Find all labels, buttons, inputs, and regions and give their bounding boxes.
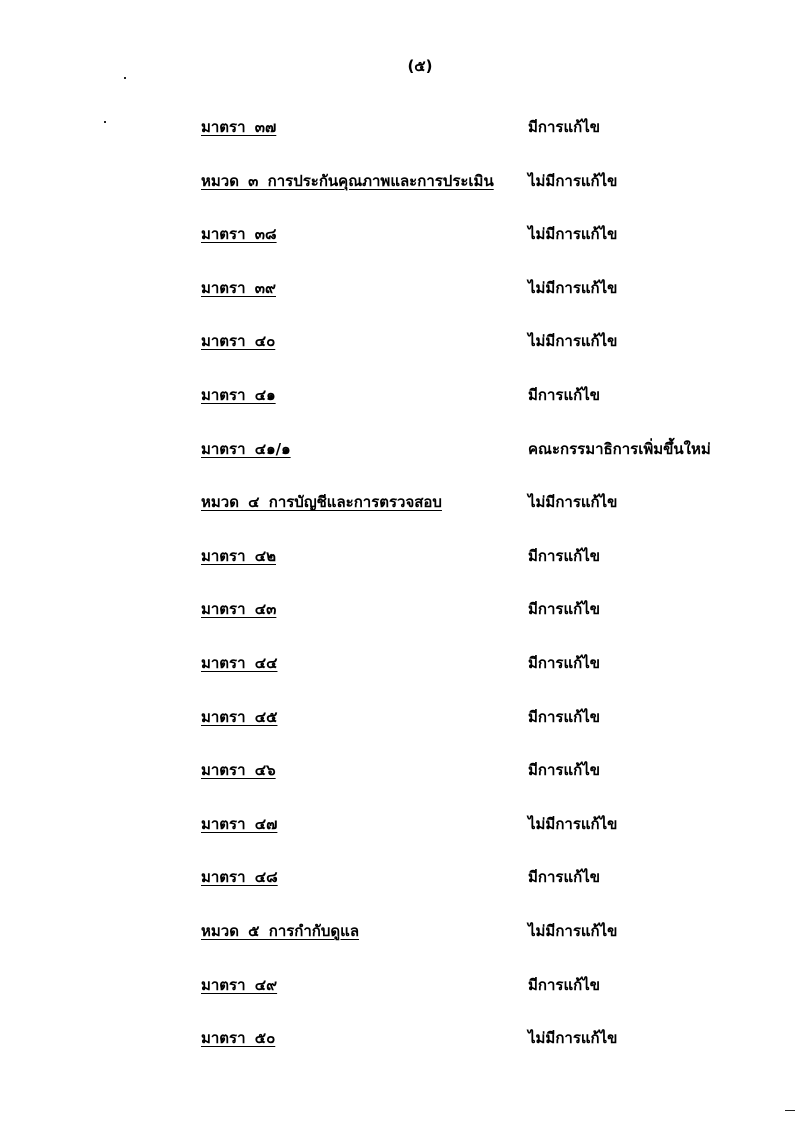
amendment-status: ไม่มีการแก้ไข	[528, 921, 618, 940]
amendment-status: มีการแก้ไข	[528, 600, 600, 619]
section-label: มาตรา ๔๔	[201, 653, 278, 672]
page-number: (๕)	[407, 57, 433, 75]
amendment-status: มีการแก้ไข	[528, 761, 600, 780]
amendment-status: มีการแก้ไข	[528, 653, 600, 672]
list-item	[0, 383, 800, 437]
scan-edge-mark	[785, 1110, 795, 1111]
list-item	[0, 758, 800, 812]
list-item	[0, 276, 800, 330]
section-label: มาตรา ๓๘	[201, 225, 277, 244]
list-item	[0, 222, 800, 276]
section-label: มาตรา ๔๕	[201, 707, 278, 726]
section-label: มาตรา ๔๗	[201, 814, 278, 833]
amendment-status: ไม่มีการแก้ไข	[528, 814, 618, 833]
section-label: มาตรา ๔๙	[201, 975, 278, 994]
amendment-status: มีการแก้ไข	[528, 975, 600, 994]
chapter-label: หมวด ๔ การบัญชีและการตรวจสอบ	[201, 493, 442, 512]
amendment-status: ไม่มีการแก้ไข	[528, 493, 618, 512]
list-item	[0, 812, 800, 866]
amendment-status: ไม่มีการแก้ไข	[528, 1029, 618, 1048]
section-label: มาตรา ๔๘	[201, 868, 278, 887]
list-item	[0, 329, 800, 383]
section-label: มาตรา ๔๑	[201, 385, 276, 404]
amendment-status: มีการแก้ไข	[528, 868, 600, 887]
list-item	[0, 973, 800, 1027]
amendment-status: คณะกรรมาธิการเพิ่มขึ้นใหม่	[528, 439, 711, 458]
list-item	[0, 865, 800, 919]
section-label: มาตรา ๔๑/๑	[201, 439, 291, 458]
list-item	[0, 651, 800, 705]
section-status-list	[0, 115, 800, 1080]
amendment-status: มีการแก้ไข	[528, 385, 600, 404]
amendment-status: มีการแก้ไข	[528, 546, 600, 565]
amendment-status: ไม่มีการแก้ไข	[528, 225, 618, 244]
list-item	[0, 597, 800, 651]
section-label: มาตรา ๓๙	[201, 278, 276, 297]
chapter-label: หมวด ๓ การประกันคุณภาพและการประเมิน	[201, 171, 494, 190]
chapter-label: หมวด ๕ การกำกับดูแล	[201, 921, 360, 940]
amendment-status: ไม่มีการแก้ไข	[528, 332, 618, 351]
list-item	[0, 1026, 800, 1080]
section-label: มาตรา ๔๖	[201, 761, 276, 780]
amendment-status: มีการแก้ไข	[528, 707, 600, 726]
list-item	[0, 544, 800, 598]
list-item	[0, 490, 800, 544]
amendment-status: ไม่มีการแก้ไข	[528, 278, 618, 297]
list-item	[0, 437, 800, 491]
list-item	[0, 169, 800, 223]
list-item	[0, 115, 800, 169]
amendment-status: มีการแก้ไข	[528, 118, 600, 136]
amendment-status: ไม่มีการแก้ไข	[528, 171, 618, 190]
section-label: มาตรา ๔๒	[201, 546, 276, 565]
section-label: มาตรา ๔๓	[201, 600, 277, 619]
section-label: มาตรา ๓๗	[201, 118, 277, 136]
list-item	[0, 705, 800, 759]
section-label: มาตรา ๕๐	[201, 1029, 276, 1048]
section-label: มาตรา ๔๐	[201, 332, 276, 351]
list-item	[0, 919, 800, 973]
